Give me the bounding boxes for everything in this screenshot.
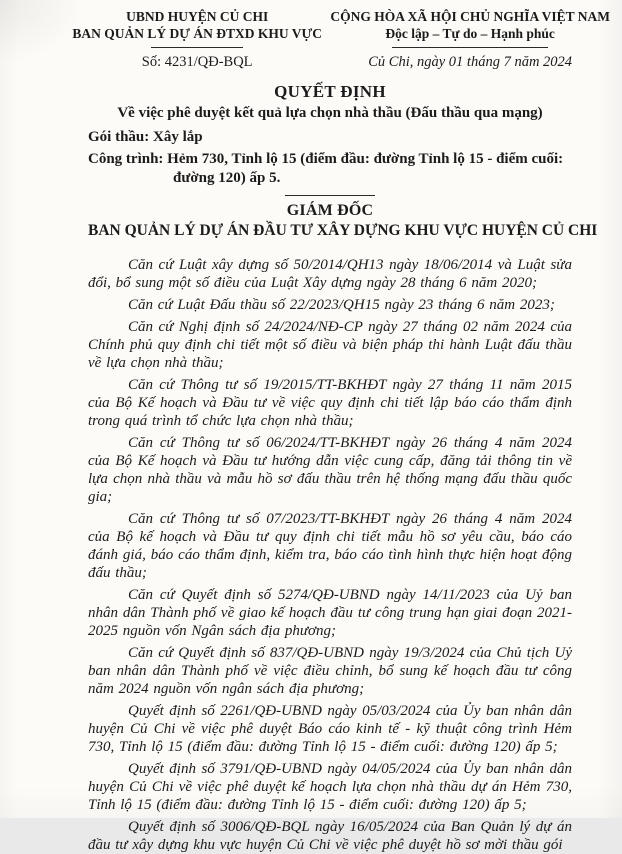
section-divider-rule xyxy=(285,195,375,196)
place-date-line: Củ Chi, ngày 01 tháng 7 năm 2024 xyxy=(368,54,573,70)
project-name-line: Công trình: Hẻm 730, Tỉnh lộ 15 (điểm đầu: đường Tỉnh lộ 15 - điểm cuối: đường 120) ấp 5. xyxy=(88,151,564,186)
recital-paragraph: Căn cứ Thông tư số 06/2024/TT-BKHĐT ngày 26 tháng 4 năm 2024 của Bộ Kế hoạch và Đầu tư hướng dẫn việc cung cấp, đăng tải thông tin về lựa chọn nhà thầu và mẫu hồ sơ đấu thầu trên hệ thống mạng đấu thầu quốc gia; xyxy=(88,435,572,505)
recital-paragraph: Căn cứ Quyết định số 837/QĐ-UBND ngày 19/3/2024 của Chủ tịch Uỷ ban nhân dân Thành phố về việc điều chỉnh, bổ sung kế hoạch đầu tư công năm 2024 nguồn vốn ngân sách địa phương; xyxy=(88,645,572,697)
recital-paragraph: Quyết định số 3791/QĐ-UBND ngày 04/05/2024 của Ủy ban nhân dân huyện Củ Chi về việc phê duyệt kế hoạch lựa chọn nhà thầu dự án Hẻm 730, Tỉnh lộ 15 (điểm đầu: đường Tỉnh lộ 15 - điểm cuối: đường 120) ấp 5; xyxy=(88,761,572,813)
recitals-section xyxy=(88,256,572,854)
national-title: CỘNG HÒA XÃ HỘI CHỦ NGHĨA VIỆT NAM xyxy=(330,9,610,24)
recital-paragraph: Căn cứ Thông tư số 07/2023/TT-BKHĐT ngày 26 tháng 4 năm 2024 của Bộ kế hoạch và Đầu tư quy định chi tiết mẫu hồ sơ yêu cầu, báo cáo đánh giá, báo cáo thẩm định, kiểm tra, báo cáo tình hình thực hiện hoạt động đấu thầu; xyxy=(88,511,572,581)
authority-title: GIÁM ĐỐC xyxy=(286,202,374,219)
issuing-agency-name: BAN QUẢN LÝ DỰ ÁN ĐTXD KHU VỰC xyxy=(72,25,322,41)
bid-package-line: Gói thầu: Xây lắp xyxy=(88,129,203,145)
recital-paragraph: Quyết định số 2261/QĐ-UBND ngày 05/03/2024 của Ủy ban nhân dân huyện Củ Chi về việc phê duyệt Báo cáo kinh tế - kỹ thuật công trình Hẻm 730, Tỉnh lộ 15 (điểm đầu: đường Tỉnh lộ 15 - điểm cuối: đường 120) ấp 5; xyxy=(88,703,572,755)
issuing-agency-block xyxy=(64,9,330,71)
recital-paragraph: Căn cứ Luật Đấu thầu số 22/2023/QH15 ngày 23 tháng 6 năm 2023; xyxy=(128,297,555,313)
issuing-agency-rule xyxy=(151,47,243,48)
national-motto-block xyxy=(330,9,610,71)
issuing-agency-parent: UBND HUYỆN CỦ CHI xyxy=(126,9,269,24)
decision-title: QUYẾT ĐỊNH xyxy=(274,82,386,101)
recital-paragraph: Quyết định số 3006/QĐ-BQL ngày 16/05/2024 của Ban Quản lý dự án đầu tư xây dựng khu vực huyện Củ Chi về việc phê duyệt hồ sơ mời thầu gói xyxy=(88,819,572,853)
recital-paragraph: Căn cứ Quyết định số 5274/QĐ-UBND ngày 14/11/2023 của Uỷ ban nhân dân Thành phố về giao kế hoạch đầu tư công trung hạn giai đoạn 2021-2025 nguồn vốn Ngân sách địa phương; xyxy=(88,587,572,639)
national-motto-rule xyxy=(392,47,548,48)
document-header xyxy=(0,0,622,71)
document-number: Số: 4231/QĐ-BQL xyxy=(141,54,253,70)
recital-paragraph: Căn cứ Luật xây dựng số 50/2014/QH13 ngày 18/06/2014 và Luật sửa đổi, bổ sung một số điều của Luật Xây dựng ngày 28 tháng 6 năm 2020; xyxy=(88,257,572,291)
recital-paragraph: Căn cứ Thông tư số 19/2015/TT-BKHĐT ngày 27 tháng 11 năm 2015 của Bộ Kế hoạch và Đầu tư về việc quy định chi tiết lập báo cáo thẩm định trong quá trình tổ chức lựa chọn nhà thầu; xyxy=(88,377,572,429)
document-body xyxy=(88,82,598,854)
decision-subject: Về việc phê duyệt kết quả lựa chọn nhà thầu (Đấu thầu qua mạng) xyxy=(117,105,543,121)
authority-org-name: BAN QUẢN LÝ DỰ ÁN ĐẦU TƯ XÂY DỰNG KHU VỰC HUYỆN CỦ CHI xyxy=(88,222,598,239)
national-motto: Độc lập – Tự do – Hạnh phúc xyxy=(385,25,555,41)
recital-paragraph: Căn cứ Nghị định số 24/2024/NĐ-CP ngày 27 tháng 02 năm 2024 của Chính phủ quy định chi tiết một số điều và biện pháp thi hành Luật đấu thầu về lựa chọn nhà thầu; xyxy=(88,319,572,371)
